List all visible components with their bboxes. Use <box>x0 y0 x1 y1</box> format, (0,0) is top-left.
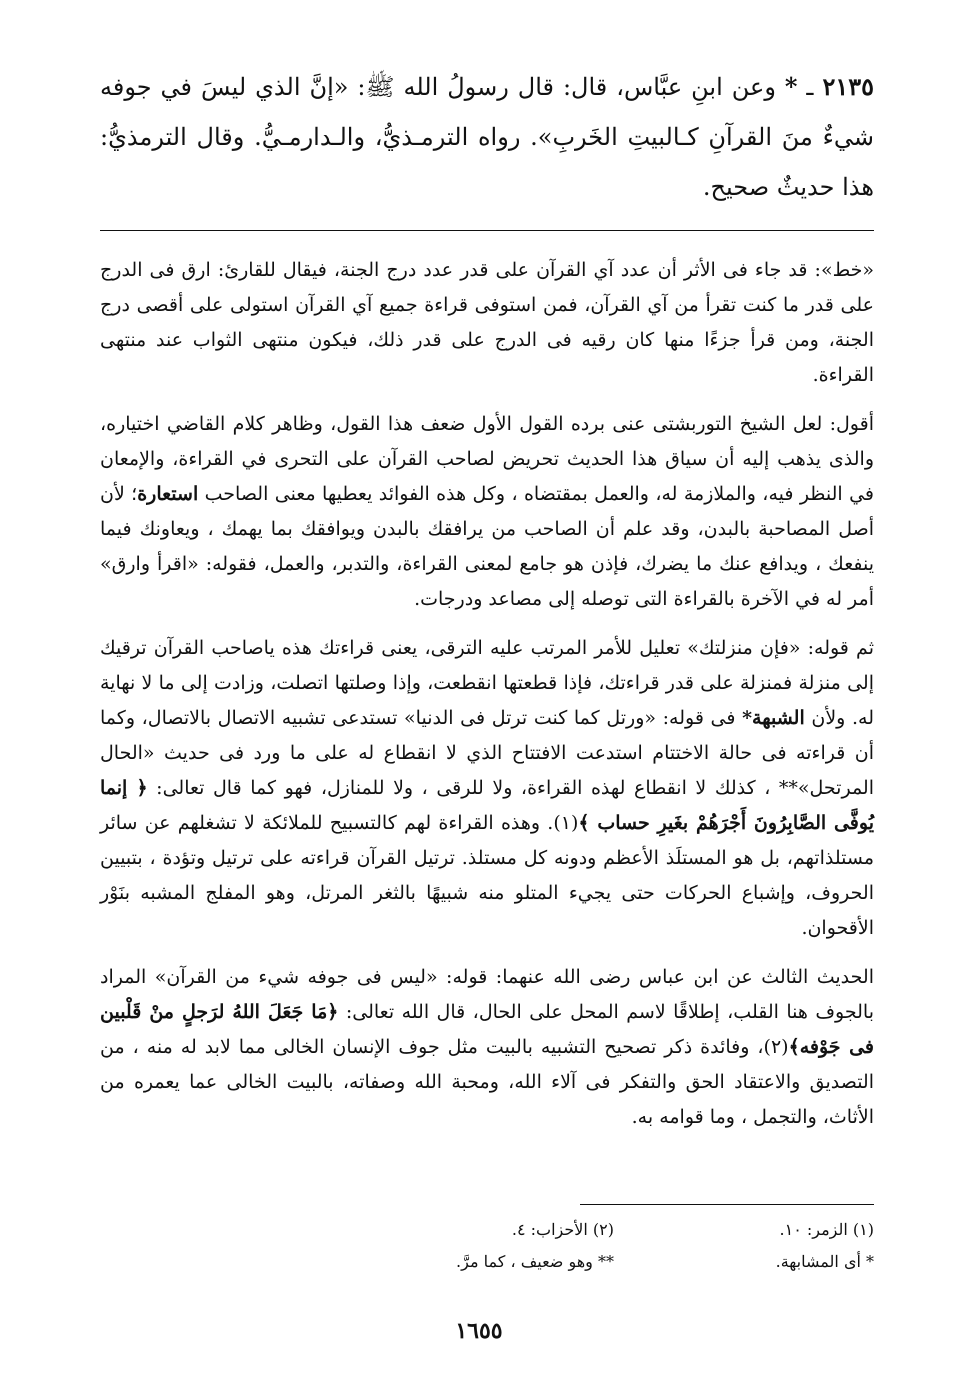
page-body <box>100 62 874 1149</box>
footnotes <box>350 1214 874 1278</box>
commentary-p2-text-c: ؛ لأن أصل المصاحبة بالبدن، وقد علم أن الصاحب من يرافقك بالبدن ويوافقك بما يهمك ، ويعاونك فيما ينفعك ، ويدافع عنك ما يضرك، فإذن هو جامع لمعنى القراءة، والتدبر، والعمل، فقوله: «اقرأ وارق» أمر له في الآخرة بالقراءة التى توصله إلى مصاعد ودرجات. <box>100 483 874 610</box>
commentary-p4-quran: ﴿مَا جَعَلَ اللهُ لرَجلٍ منْ قَلْبين فى جَوْفه﴾ <box>100 1001 874 1058</box>
commentary-p3-quran: ﴿ إنما يُوفَّى الصَّابِرُونَ أَجْرَهُمْ بغَيرِ حساب ﴾ <box>100 777 874 834</box>
commentary-p4-text-a: الحديث الثالث عن ابن عباس رضى الله عنهما: قوله: «ليس فى جوفه شيء من القرآن» المراد بالجوف هنا القلب، إطلاقًا لاسم المحل على الحال، قال الله تعالى: <box>100 966 874 1023</box>
commentary-paragraph-4 <box>100 960 874 1135</box>
footnote-double-star: ** وهو ضعيف ، كما مرَّ. <box>456 1252 614 1271</box>
section-divider <box>100 230 874 231</box>
commentary-p2-bold: استعارة <box>137 483 199 505</box>
footnote-star: * أى المشابهة. <box>775 1252 874 1271</box>
hadith-separator: ـ <box>797 73 823 101</box>
page-number: ١٦٥٥ <box>455 1318 503 1344</box>
footnote-divider <box>580 1204 874 1205</box>
hadith-star: * <box>784 72 798 101</box>
commentary-p3-text-c: فى قوله: «ورتل كما كنت ترتل فى الدنيا» تستدعى تشبيه الاتصال بالاتصال، وكما أن قراءته فى حالة الاختتام استدعت الافتتاح الذي لا انقطاع له على ما ورد فى حديث «الحال المرتحل»** ، كذلك لا انقطاع لهذه القراءة، ولا للرقى ، ولا للمنازل، فهو كما قال تعالى: <box>100 707 874 799</box>
hadith-text: وعن ابنِ عبَّاس، قال: قال رسولُ الله ﷺ: «إنَّ الذي ليسَ في جوفه شيءٌ منَ القرآنِ كـالبيتِ الخَربِ». رواه الترمـذيُّ، والـدارمـيُّ. وقال الترمذيُّ: هذا حديثٌ صحيح. <box>100 73 874 201</box>
commentary-p2-text-a: أقول: لعل الشيخ التوربشتى عنى برده القول الأول ضعف هذا القول، وظاهر كلام القاضي اختياره، والذى يذهب إليه أن سياق هذا الحديث تحريض لصاحب القرآن على التحرى في القراءة، والإمعان في النظر فيه، والملازمة له، والعمل بمقتضاه ، وكل هذه الفوائد يعطيها معنى الصاحب <box>100 413 874 505</box>
commentary-paragraph-3 <box>100 631 874 946</box>
commentary-paragraph-2 <box>100 407 874 617</box>
footnote-2: (٢) الأحزاب: ٤. <box>511 1220 614 1239</box>
commentary-p4-text-c: (٢)، وفائدة ذكر تصحيح التشبيه بالبيت مثل جوف الإنسان الخالى مما لابد له منه ، من التصديق والاعتقاد الحق والتفكر فى آلاء الله، ومحبة الله وصفاته، بالبيت الخالى عما يعمره من الأثاث، والتجمل ، وما قوامه به. <box>100 1036 874 1128</box>
commentary-p3-bold: الشبهة* <box>742 707 805 729</box>
commentary <box>100 253 874 1135</box>
footnote-1: (١) الزمر: ١٠. <box>779 1220 874 1239</box>
hadith-block <box>100 62 874 212</box>
commentary-paragraph-1: «خط»: قد جاء فى الأثر أن عدد آي القرآن على قدر عدد درج الجنة، فيقال للقارئ: ارق فى الدرج على قدر ما كنت تقرأ من آي القرآن، فمن استوفى قراءة جميع آي القرآن استولى على أقصى درج الجنة، ومن قرأ جزءًا منها كان رقيه فى الدرج على قدر ذلك، فيكون منتهى الثواب عند منتهى القراءة. <box>100 259 874 386</box>
commentary-p3-text-a: ثم قوله: «فإن منزلتك» تعليل للأمر المرتب عليه الترقى، يعنى قراءتك هذه ياصاحب القرآن ترقيك إلى منزلة فمنزلة على قدر قراءتك، فإذا قطعتها انقطعت، وإذا وصلتها اتصلت، وزادت إلى ما لا نهاية له. ولأن <box>100 637 875 729</box>
hadith-number: ٢١٣٥ <box>822 72 874 101</box>
footnote-row-1 <box>350 1214 874 1246</box>
footnote-row-2 <box>350 1246 874 1278</box>
commentary-p3-text-e: (١). وهذه القراءة لهم كالتسبيح للملائكة لا تشغلهم عن سائر مستلذاتهم، بل هو المستلَذ الأعظم ودونه كل مستلذ. ترتيل القرآن قراءته على ترتيل وتؤدة ، بتبيين الحروف، وإشباع الحركات حتى يجيء المتلو منه شبيهًا بالثغر المرتل، وهو المفلج المشبه بنَوْر الأقحوان. <box>100 812 874 939</box>
